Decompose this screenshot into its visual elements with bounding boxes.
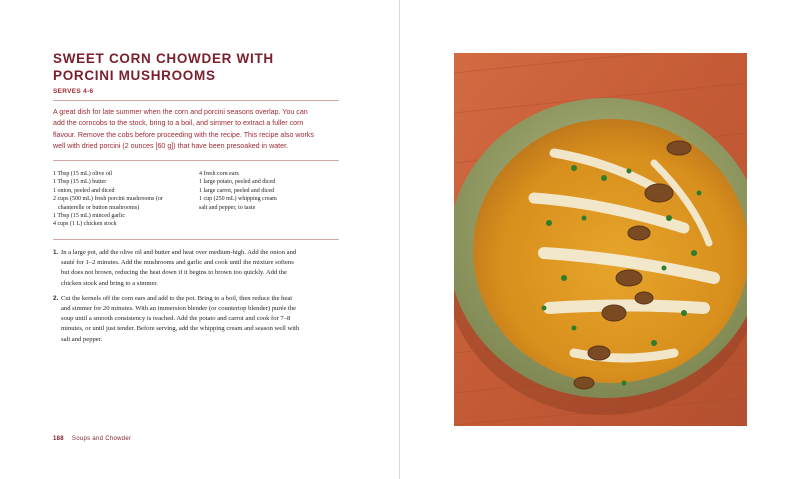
section-name: Soups and Chowder	[71, 436, 132, 442]
intro-line: well with dried porcini (2 ounces [60 g]) that have been presoaked in water.	[53, 142, 289, 151]
ingredient-item: 1 cup (250 mL) whipping cream	[199, 196, 277, 203]
intro-line: A great dish for late summer when the corn and porcini seasons overlap. You can	[53, 108, 308, 116]
ingredient-item: 1 Tbsp (15 mL) minced garlic	[53, 213, 126, 220]
recipe-intro	[53, 107, 343, 153]
ingredient-item: 1 onion, peeled and diced	[53, 187, 115, 194]
recipe-title	[53, 50, 353, 84]
step-text	[61, 294, 343, 345]
recipe-title-line-2: PORCINI MUSHROOMS	[53, 68, 216, 83]
chowder-photo	[454, 53, 747, 426]
left-page	[0, 0, 399, 479]
ingredient-item: 4 fresh corn ears	[199, 171, 239, 177]
divider	[53, 239, 339, 240]
ingredient-item: 2 cups (500 mL) fresh porcini mushrooms (or	[53, 196, 163, 203]
ingredient-item: salt and pepper, to taste	[199, 204, 256, 211]
ingredient-item: 4 cups (1 L) chicken stock	[53, 221, 117, 228]
intro-line: flavour. Remove the cobs before proceeding with the recipe. This recipe also works	[53, 130, 314, 139]
step-line: minutes, or until just tender. Before serving, add the whipping cream and season well with	[61, 325, 300, 333]
step-line: soup until a smooth consistency is reached. Add the potato and carrot and cook for 7–8	[61, 315, 291, 323]
step-number: 2.	[53, 294, 59, 302]
step-line: but does not brown, reducing the heat down if it begins to brown too quickly. Add the	[61, 269, 287, 277]
soup	[473, 119, 747, 383]
ingredients-column-2	[199, 170, 339, 212]
method-steps	[53, 248, 343, 350]
ingredient-item: 1 large potato, peeled and diced	[199, 179, 276, 186]
ingredient-item: 1 Tbsp (15 mL) butter	[53, 179, 107, 186]
ingredient-item: 1 large carrot, peeled and diced	[199, 187, 275, 194]
method-step	[53, 294, 343, 345]
step-line: salt and pepper.	[61, 335, 103, 343]
step-line: In a large pot, add the olive oil and butter and heat over medium-high. Add the onion and	[61, 249, 297, 256]
page-number: 188	[53, 436, 64, 442]
ingredient-item: 1 Tbsp (15 mL) olive oil	[53, 171, 113, 177]
step-line: chicken stock and bring to a simmer.	[61, 279, 158, 287]
serves-label: SERVES 4-6	[53, 88, 94, 95]
divider	[53, 100, 339, 101]
method-step	[53, 248, 343, 289]
ingredient-item-continued: chanterelle or button mushrooms)	[58, 204, 140, 211]
intro-line: add the corncobs to the stock, bring to a boil, and simmer to extract a fuller corn	[53, 119, 304, 128]
recipe-title-line-1: SWEET CORN CHOWDER WITH	[53, 51, 274, 66]
step-text	[61, 248, 343, 289]
step-number: 1.	[53, 249, 59, 256]
step-line: Cut the kernels off the corn ears and add to the pot. Bring to a boil, then reduce the heat	[61, 294, 293, 302]
divider	[53, 160, 339, 161]
step-line: sauté for 1–2 minutes. Add the mushrooms and garlic and cook until the mixture softens	[61, 259, 294, 267]
ingredients-column-1	[53, 170, 193, 229]
step-line: and simmer for 20 minutes. With an immersion blender (or countertop blender) purée the	[61, 305, 297, 313]
page-footer	[53, 436, 131, 442]
